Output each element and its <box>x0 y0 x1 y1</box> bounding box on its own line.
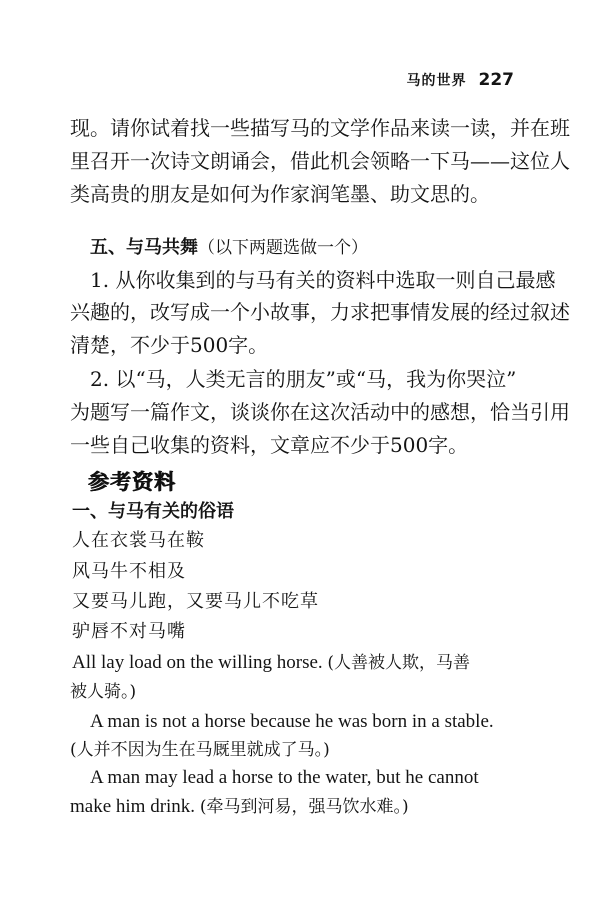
section5-item1-line1: 1. 从你收集到的与马有关的资料中选取一则自己最感 <box>90 268 556 292</box>
proverb-3-line-2 <box>70 795 409 819</box>
section5-item1-line3: 清楚，不少于500字。 <box>70 333 269 357</box>
intro-line-1: 现。请你试着找一些描写马的文学作品来读一读，并在班 <box>70 116 570 140</box>
proverb-1-chinese-cont: 被人骑。) <box>70 682 137 702</box>
chapter-title: 马的世界 <box>406 73 467 89</box>
saying-2: 风马牛不相及 <box>72 561 186 582</box>
intro-line-2: 里召开一次诗文朗诵会，借此机会领略一下马——这位人 <box>70 149 570 173</box>
proverb-1-line-1 <box>72 651 470 675</box>
proverb-3-line-1: A man may lead a horse to the water, but he cannot <box>90 767 479 788</box>
section5-item2-line1: 2. 以“马，人类无言的朋友”或“马，我为你哭泣” <box>90 367 517 391</box>
proverb-2-chinese: (人并不因为生在马厩里就成了马。) <box>70 740 330 760</box>
proverb-3-english: make him drink. <box>70 796 200 817</box>
saying-4: 驴唇不对马嘴 <box>72 621 186 642</box>
section5-title: 五、与马共舞 <box>90 237 198 258</box>
section5-heading <box>90 236 368 260</box>
page-number: 227 <box>478 70 514 90</box>
proverb-1-chinese: (人善被人欺，马善 <box>327 653 471 673</box>
proverb-2-line-1: A man is not a horse because he was born in a stable. <box>90 711 494 732</box>
running-header <box>407 70 515 90</box>
proverb-2-line-2 <box>70 738 330 762</box>
section5-item1-line2: 兴趣的，改写成一个小故事，力求把事情发展的经过叙述 <box>70 300 570 324</box>
proverb-3-chinese: (牵马到河易，强马饮水难。) <box>199 797 409 817</box>
section5-note: （以下两题选做一个） <box>198 238 368 258</box>
proverb-1-line-2 <box>70 680 136 704</box>
proverb-1-english: All lay load on the willing horse. <box>72 652 328 673</box>
saying-3: 又要马儿跑，又要马儿不吃草 <box>72 591 319 612</box>
intro-line-3: 类高贵的朋友是如何为作家润笔墨、助文思的。 <box>70 182 490 206</box>
reference-subheading: 一、与马有关的俗语 <box>72 501 234 522</box>
reference-title: 参考资料 <box>88 470 176 494</box>
section5-item2-line3: 一些自己收集的资料，文章应不少于500字。 <box>70 433 469 457</box>
section5-item2-line2: 为题写一篇作文，谈谈你在这次活动中的感想，恰当引用 <box>70 400 570 424</box>
saying-1: 人在衣裳马在鞍 <box>72 530 205 551</box>
